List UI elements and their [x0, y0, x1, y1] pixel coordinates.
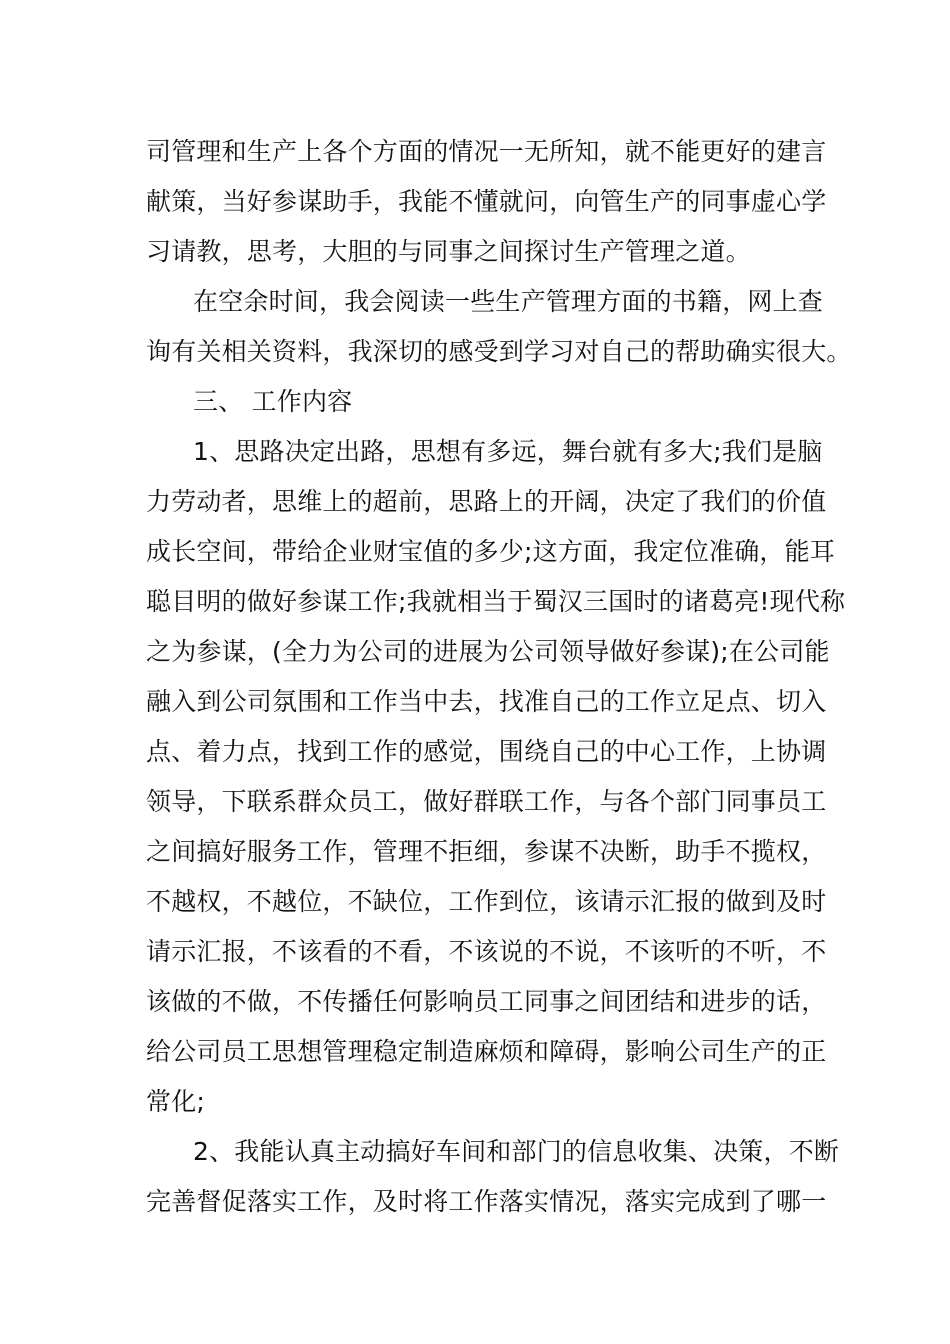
text-line: 成长空间，带给企业财宝值的多少;这方面，我定位准确，能耳 — [146, 537, 836, 566]
paragraph-start: 在空余时间，我会阅读一些生产管理方面的书籍，网上查 — [193, 287, 824, 316]
paragraph-start: 2、我能认真主动搞好车间和部门的信息收集、决策，不断 — [193, 1137, 840, 1166]
text-line: 给公司员工思想管理稳定制造麻烦和障碍，影响公司生产的正 — [146, 1037, 827, 1066]
text-line: 领导，下联系群众员工，做好群联工作，与各个部门同事员工 — [146, 787, 827, 816]
text-line: 请示汇报，不该看的不看，不该说的不说，不该听的不听，不 — [146, 937, 827, 966]
text-line: 融入到公司氛围和工作当中去，找准自己的工作立足点、切入 — [146, 687, 827, 716]
text-line: 习请教，思考，大胆的与同事之间探讨生产管理之道。 — [146, 237, 751, 266]
text-line: 之间搞好服务工作，管理不拒细，参谋不决断，助手不揽权， — [146, 837, 827, 866]
text-line: 常化; — [146, 1087, 206, 1116]
text-line: 点、着力点，找到工作的感觉，围绕自己的中心工作，上协调 — [146, 737, 827, 766]
text-line: 力劳动者，思维上的超前，思路上的开阔，决定了我们的价值 — [146, 487, 827, 516]
text-line: 不越权，不越位，不缺位，工作到位，该请示汇报的做到及时 — [146, 887, 827, 916]
text-line: 司管理和生产上各个方面的情况一无所知，就不能更好的建言 — [146, 137, 827, 166]
text-line: 之为参谋，(全力为公司的进展为公司领导做好参谋);在公司能 — [146, 637, 830, 666]
text-line: 聪目明的做好参谋工作;我就相当于蜀汉三国时的诸葛亮!现代称 — [146, 587, 846, 616]
text-line: 询有关相关资料，我深切的感受到学习对自己的帮助确实很大。 — [146, 337, 852, 366]
text-line: 完善督促落实工作，及时将工作落实情况，落实完成到了哪一 — [146, 1187, 827, 1216]
text-line: 该做的不做，不传播任何影响员工同事之间团结和进步的话， — [146, 987, 827, 1016]
text-line: 献策，当好参谋助手，我能不懂就问，向管生产的同事虚心学 — [146, 187, 827, 216]
section-heading: 三、 工作内容 — [193, 387, 353, 416]
paragraph-start: 1、思路决定出路，思想有多远，舞台就有多大;我们是脑 — [193, 437, 823, 466]
